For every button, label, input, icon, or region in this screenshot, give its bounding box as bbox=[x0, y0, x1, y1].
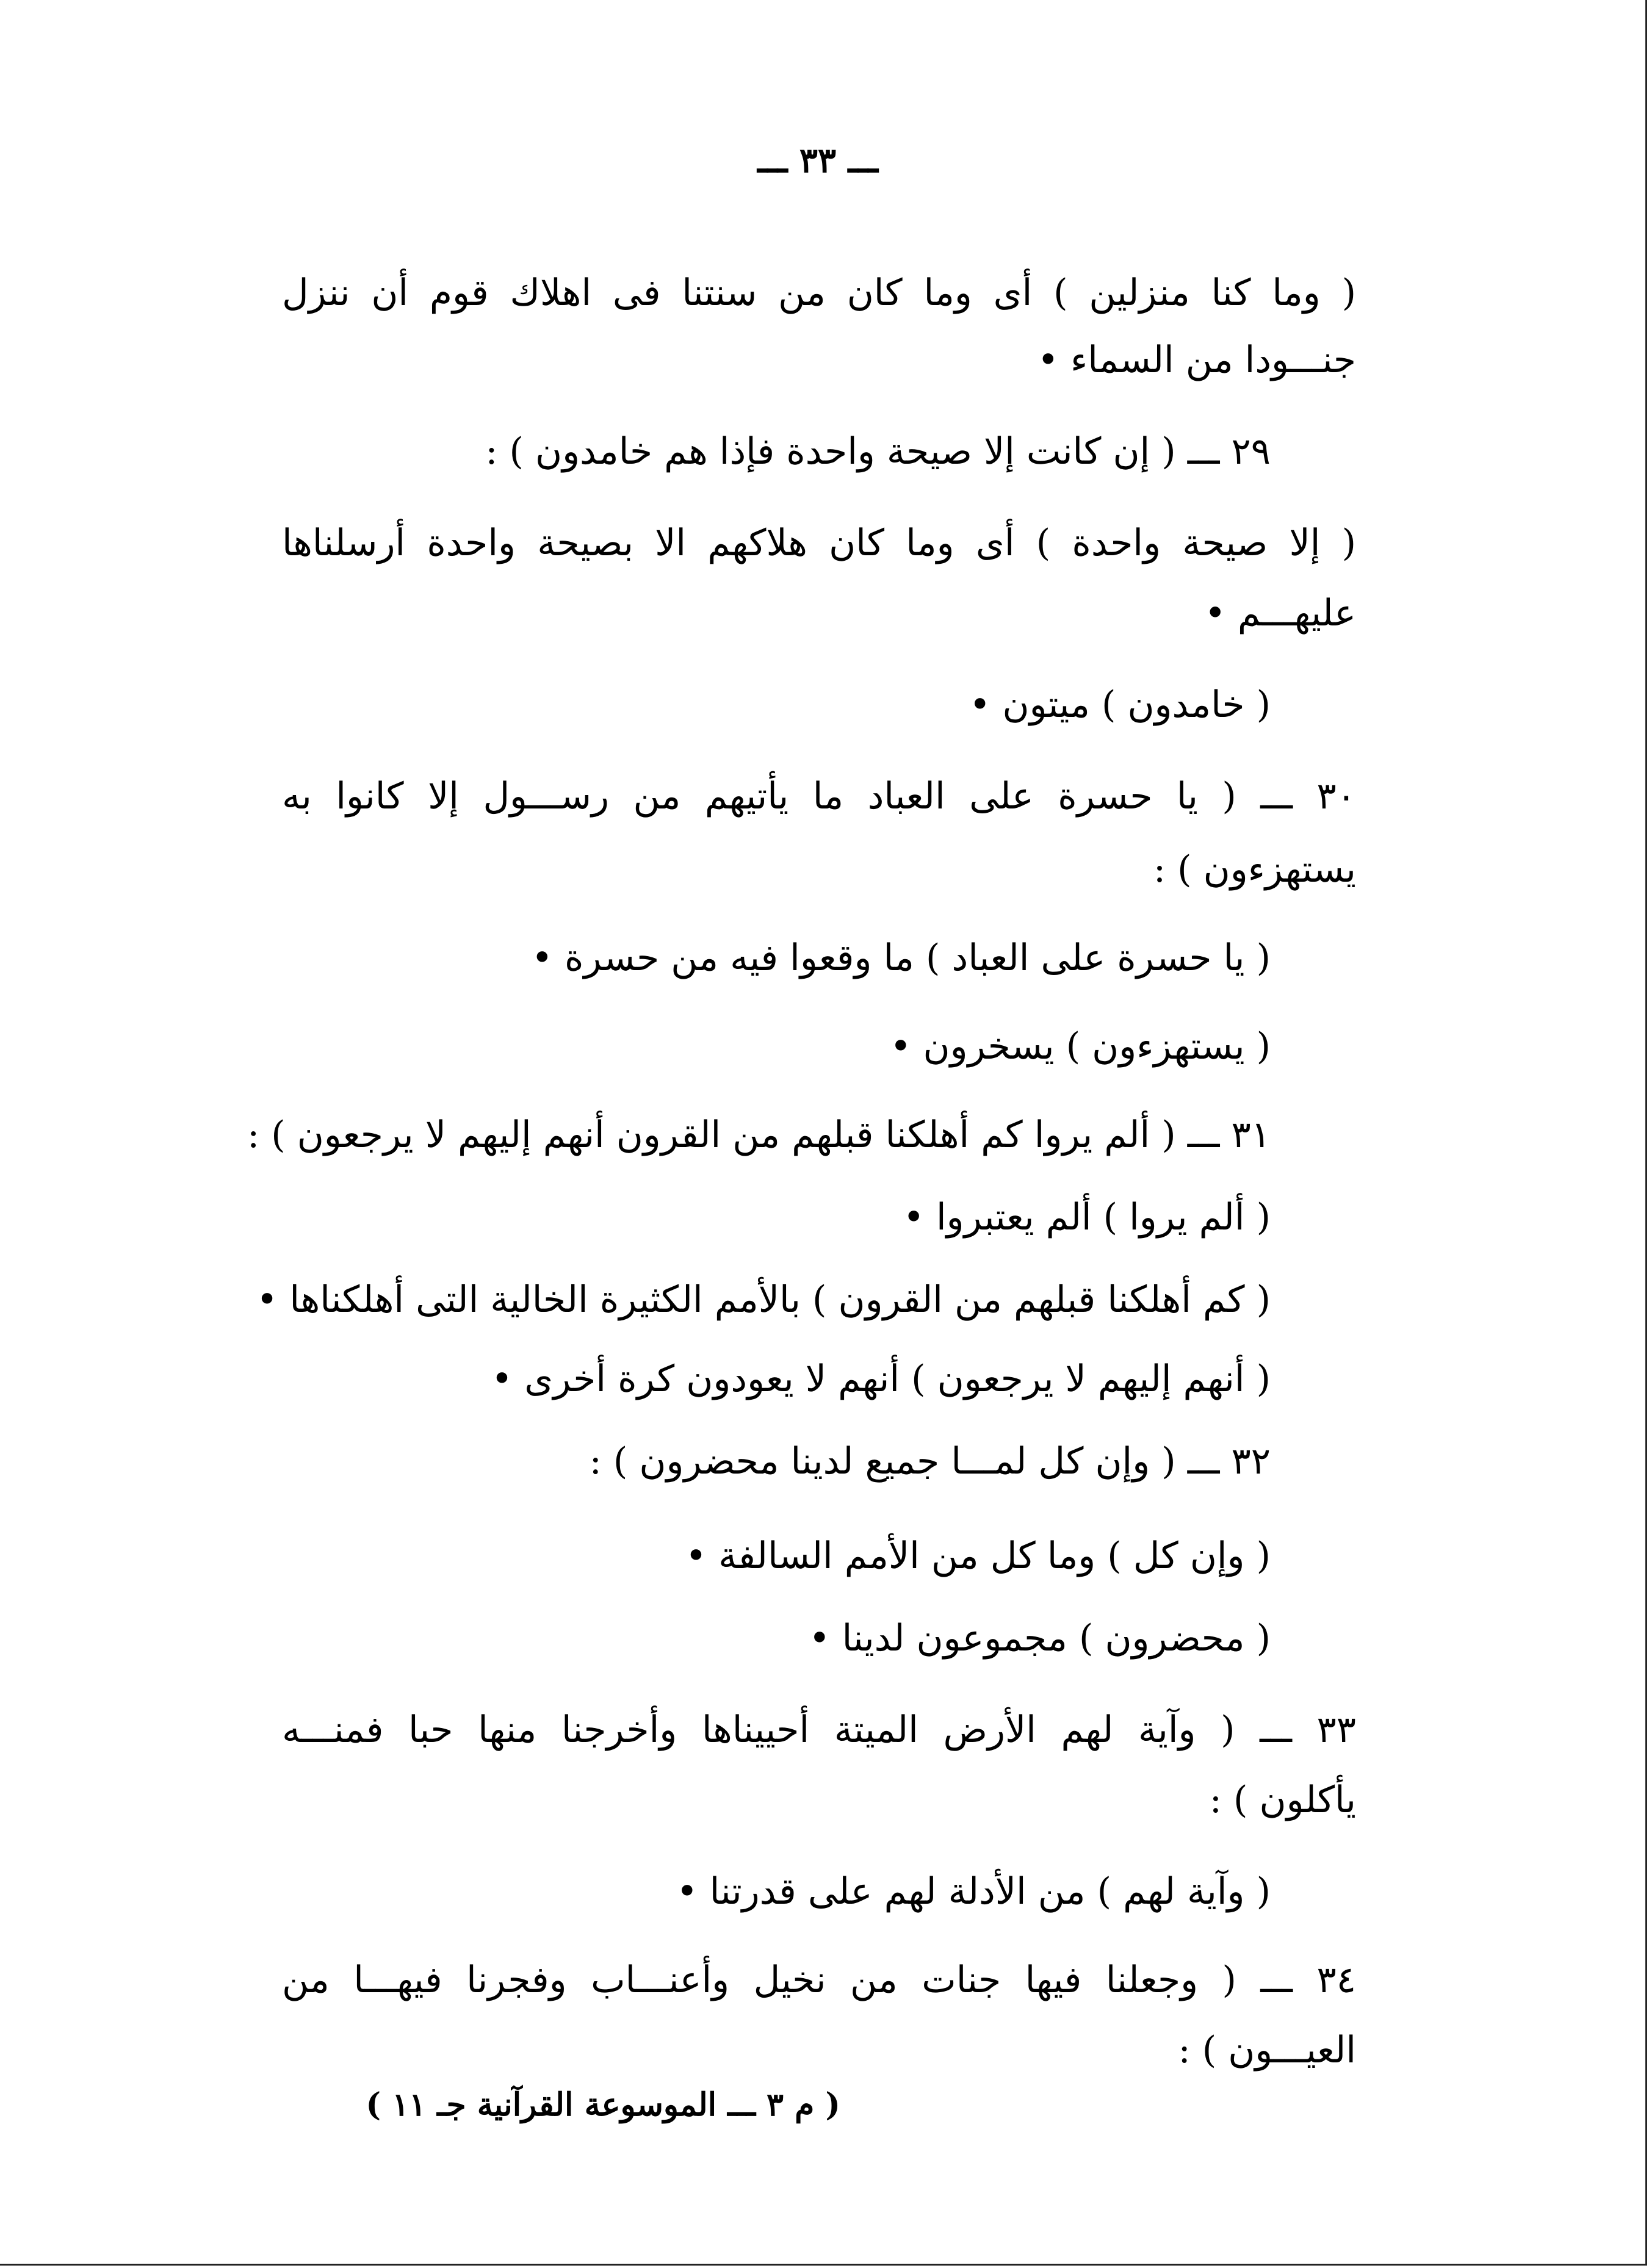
text-line: ( يا حسرة على العباد ) ما وقعوا فيه من حسرة • bbox=[531, 937, 1271, 979]
text-line: ٣١ ـــ ( ألم يروا كم أهلكنا قبلهم من القرون أنهم إليهم لا يرجعون ) : bbox=[247, 1114, 1271, 1156]
text-line: يستهزءون ) : bbox=[1153, 848, 1356, 891]
footer-signature: ( م ٣ ـــ الموسوعة القرآنية جـ ١١ ) bbox=[366, 2086, 840, 2123]
text-line: ٢٩ ـــ ( إن كانت إلا صيحة واحدة فإذا هم خامدون ) : bbox=[485, 430, 1271, 473]
text-line: ٣٣ ـــ ( وآية لهم الأرض الميتة أحييناها وأخرجنا منها حبا فمنـــه bbox=[282, 1708, 1356, 1751]
text-line: ( ألم يروا ) ألم يعتبروا • bbox=[903, 1196, 1271, 1239]
page-number: ـــ ٣٣ ـــ bbox=[757, 140, 878, 181]
text-line: ( خامدون ) ميتون • bbox=[969, 683, 1271, 726]
text-line: ( وإن كل ) وما كل من الأمم السالفة • bbox=[685, 1535, 1271, 1577]
text-line: العيـــون ) : bbox=[1178, 2029, 1356, 2072]
text-line: ( كم أهلكنا قبلهم من القرون ) بالأمم الكثيرة الخالية التى أهلكناها • bbox=[256, 1278, 1271, 1321]
text-line: جنـــودا من السماء • bbox=[1037, 339, 1356, 381]
text-line: ٣٠ ـــ ( يا حسرة على العباد ما يأتيهم من رســـول إلا كانوا به bbox=[282, 775, 1356, 818]
text-line: ٣٢ ـــ ( وإن كل لمـــا جميع لدينا محضرون ) : bbox=[589, 1440, 1271, 1483]
text-line: ( وما كنا منزلين ) أى وما كان من سنتنا فى اهلاك قوم أن ننزل bbox=[282, 272, 1356, 314]
text-line: ( إلا صيحة واحدة ) أى وما كان هلاكهم الا بصيحة واحدة أرسلناها bbox=[282, 522, 1356, 564]
text-line: عليهـــم • bbox=[1204, 592, 1356, 635]
text-line: ( يستهزءون ) يسخرون • bbox=[890, 1025, 1271, 1068]
text-line: ( محضرون ) مجموعون لدينا • bbox=[809, 1617, 1271, 1660]
text-line: ٣٤ ـــ ( وجعلنا فيها جنات من نخيل وأعنـــاب وفجرنا فيهـــا من bbox=[282, 1959, 1356, 2001]
text-line: ( وآية لهم ) من الأدلة لهم على قدرتنا • bbox=[676, 1870, 1271, 1913]
text-line: ( أنهم إليهم لا يرجعون ) أنهم لا يعودون كرة أخرى • bbox=[491, 1358, 1271, 1400]
text-line: يأكلون ) : bbox=[1209, 1779, 1356, 1821]
